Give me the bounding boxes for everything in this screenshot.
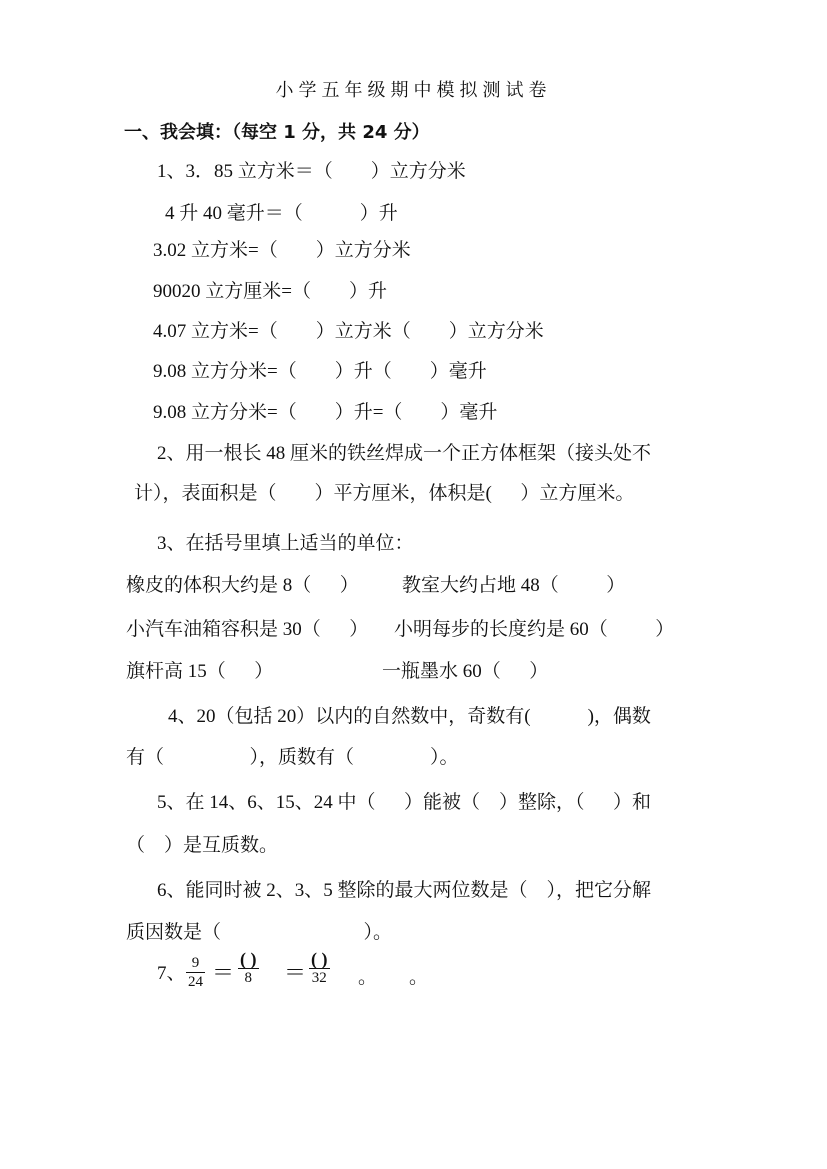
fraction-numerator: ( ) [311, 949, 328, 969]
q3-item-eraser: 橡皮的体积大约是 8（ ） [126, 575, 359, 596]
q1-line-3: 3.02 立方米=（ ）立方分米 [153, 240, 411, 261]
q1-line-6: 9.08 立方分米=（ ）升（ ）毫升 [153, 361, 487, 382]
q2-line-2: 计），表面积是（ ）平方厘米，体积是( ）立方厘米。 [134, 483, 635, 504]
q7-label: 7、 [157, 963, 186, 984]
q6-line-2: 质因数是（ ）。 [126, 922, 393, 943]
equals-sign: ＝ [284, 960, 307, 985]
q1-line-5: 4.07 立方米=（ ）立方米（ ）立方分米 [153, 321, 544, 342]
q3-item-ink: 一瓶墨水 60（ ） [382, 661, 549, 682]
q3-item-classroom: 教室大约占地 48（ ） [402, 575, 626, 596]
fraction-denominator: 8 [244, 970, 252, 986]
q1-line-7: 9.08 立方分米=（ ）升=（ ）毫升 [153, 402, 498, 423]
q5-line-2: （ ）是互质数。 [126, 835, 279, 856]
q1-line-1: 1、3．85 立方米＝（ ）立方分米 [157, 161, 466, 182]
fraction-numerator: 9 [191, 955, 200, 971]
q1-line-4: 90020 立方厘米=（ ）升 [153, 281, 387, 302]
section-heading: 一、我会填：（每空 1 分，共 24 分） [124, 122, 430, 143]
fraction-numerator: ( ) [240, 949, 257, 969]
q7-period-2: 。 [409, 967, 429, 988]
page-title: 小学五年级期中模拟测试卷 [275, 80, 552, 101]
q7-fraction-1 [186, 954, 205, 991]
equals-sign: ＝ [212, 960, 235, 985]
fraction-denominator: 32 [311, 970, 327, 986]
q4-line-1: 4、20（包括 20）以内的自然数中，奇数有( )，偶数 [168, 706, 651, 727]
fraction-denominator: 24 [188, 974, 203, 990]
q3-item-fuel-tank: 小汽车油箱容积是 30（ ） [126, 619, 369, 640]
q7-period-1: 。 [358, 967, 378, 988]
q2-line-1: 2、用一根长 48 厘米的铁丝焊成一个正方体框架（接头处不 [157, 443, 652, 464]
q3-line-1: 3、在括号里填上适当的单位： [157, 533, 414, 554]
q3-item-flagpole: 旗杆高 15（ ） [126, 661, 274, 682]
q4-line-2: 有（ ），质数有（ ）。 [126, 747, 459, 768]
q7-fraction-3 [309, 950, 330, 987]
q3-item-step-length: 小明每步的长度约是 60（ ） [394, 619, 675, 640]
q5-line-1: 5、在 14、6、15、24 中（ ）能被（ ）整除，（ ）和 [157, 792, 652, 813]
q6-line-1: 6、能同时被 2、3、5 整除的最大两位数是（ ），把它分解 [157, 880, 652, 901]
q1-line-2: 4 升 40 毫升＝（ ）升 [165, 203, 398, 224]
q7-fraction-2 [238, 950, 259, 987]
